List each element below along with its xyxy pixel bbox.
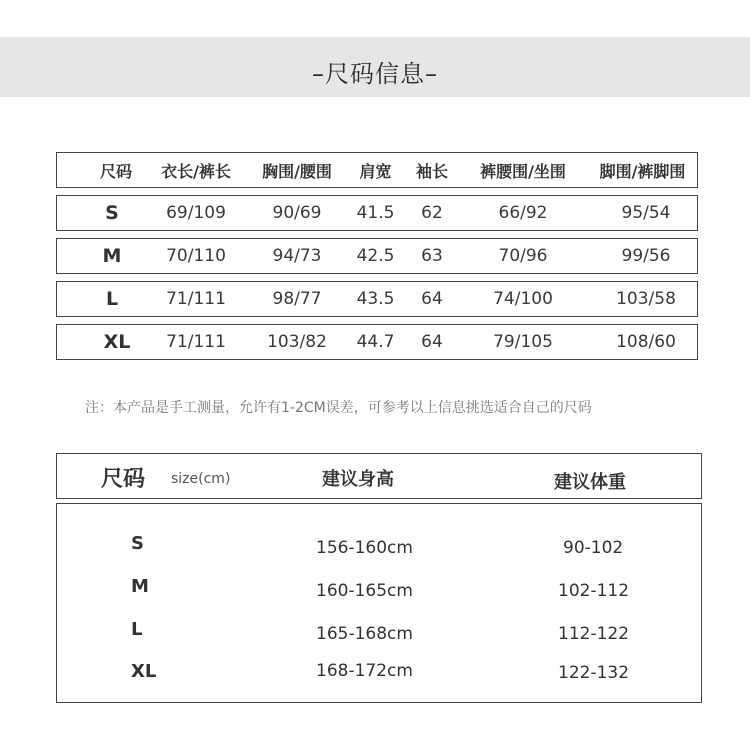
- header-hip: 裤腰围/坐围: [480, 161, 566, 181]
- header-chest-waist: 胸围/腰围: [262, 161, 332, 181]
- unit-label: size(cm): [171, 471, 231, 487]
- hem-cell: 103/58: [616, 289, 676, 309]
- hip-cell: 79/105: [493, 332, 553, 352]
- sleeve-cell: 63: [421, 246, 443, 266]
- recommend-height: 168-172cm: [316, 661, 413, 681]
- sleeve-cell: 62: [421, 203, 443, 223]
- recommend-height: 165-168cm: [316, 624, 413, 644]
- recommend-size: S: [131, 533, 144, 554]
- header-hem: 脚围/裤脚围: [599, 161, 686, 181]
- page-title: –尺码信息–: [312, 60, 438, 88]
- hem-cell: 99/56: [621, 246, 671, 266]
- recommend-size: L: [131, 619, 143, 640]
- hem-cell: 95/54: [621, 203, 671, 223]
- height-header: 建议身高: [322, 469, 394, 490]
- length-cell: 70/110: [166, 246, 226, 266]
- recommend-table-header: [56, 453, 702, 499]
- sleeve-cell: 64: [421, 332, 443, 352]
- length-cell: 69/109: [166, 203, 226, 223]
- length-cell: 71/111: [166, 289, 226, 309]
- header-shoulder: 肩宽: [359, 161, 392, 181]
- chest-waist-cell: 94/73: [272, 246, 322, 266]
- recommend-height: 160-165cm: [316, 581, 413, 601]
- shoulder-cell: 43.5: [356, 289, 395, 309]
- header-sleeve: 袖长: [415, 161, 448, 181]
- header-length: 衣长/裤长: [161, 161, 231, 181]
- recommend-size: M: [131, 576, 149, 597]
- size-cell: XL: [103, 331, 131, 353]
- shoulder-cell: 44.7: [356, 332, 395, 352]
- recommend-weight: 112-122: [558, 624, 630, 644]
- recommend-height: 156-160cm: [316, 538, 413, 558]
- sleeve-cell: 64: [421, 289, 443, 309]
- shoulder-cell: 42.5: [356, 246, 395, 266]
- recommend-weight: 90-102: [563, 538, 624, 558]
- recommend-weight: 122-132: [558, 663, 630, 683]
- chest-waist-cell: 103/82: [267, 332, 327, 352]
- weight-header: 建议体重: [554, 472, 626, 493]
- length-cell: 71/111: [166, 332, 226, 352]
- size-table-header: [56, 152, 698, 188]
- size-cell: M: [102, 245, 122, 267]
- chest-waist-cell: 90/69: [272, 203, 322, 223]
- table-row: [56, 195, 698, 231]
- table-row: [56, 281, 698, 317]
- table-row: [56, 324, 698, 360]
- recommend-size: XL: [131, 661, 157, 682]
- size-cell: L: [105, 288, 119, 310]
- recommend-weight: 102-112: [558, 581, 630, 601]
- chest-waist-cell: 98/77: [272, 289, 322, 309]
- measurement-note: 注：本产品是手工测量，允许有1-2CM误差，可参考以上信息挑选适合自己的尺码: [85, 400, 592, 416]
- recommend-table-body: [56, 503, 702, 703]
- hip-cell: 74/100: [493, 289, 553, 309]
- hem-cell: 108/60: [616, 332, 676, 352]
- table-row: [56, 238, 698, 274]
- size-label: 尺码: [101, 467, 146, 492]
- shoulder-cell: 41.5: [356, 203, 395, 223]
- size-cell: S: [105, 202, 119, 224]
- hip-cell: 70/96: [498, 246, 548, 266]
- header-size: 尺码: [99, 161, 132, 181]
- hip-cell: 66/92: [498, 203, 548, 223]
